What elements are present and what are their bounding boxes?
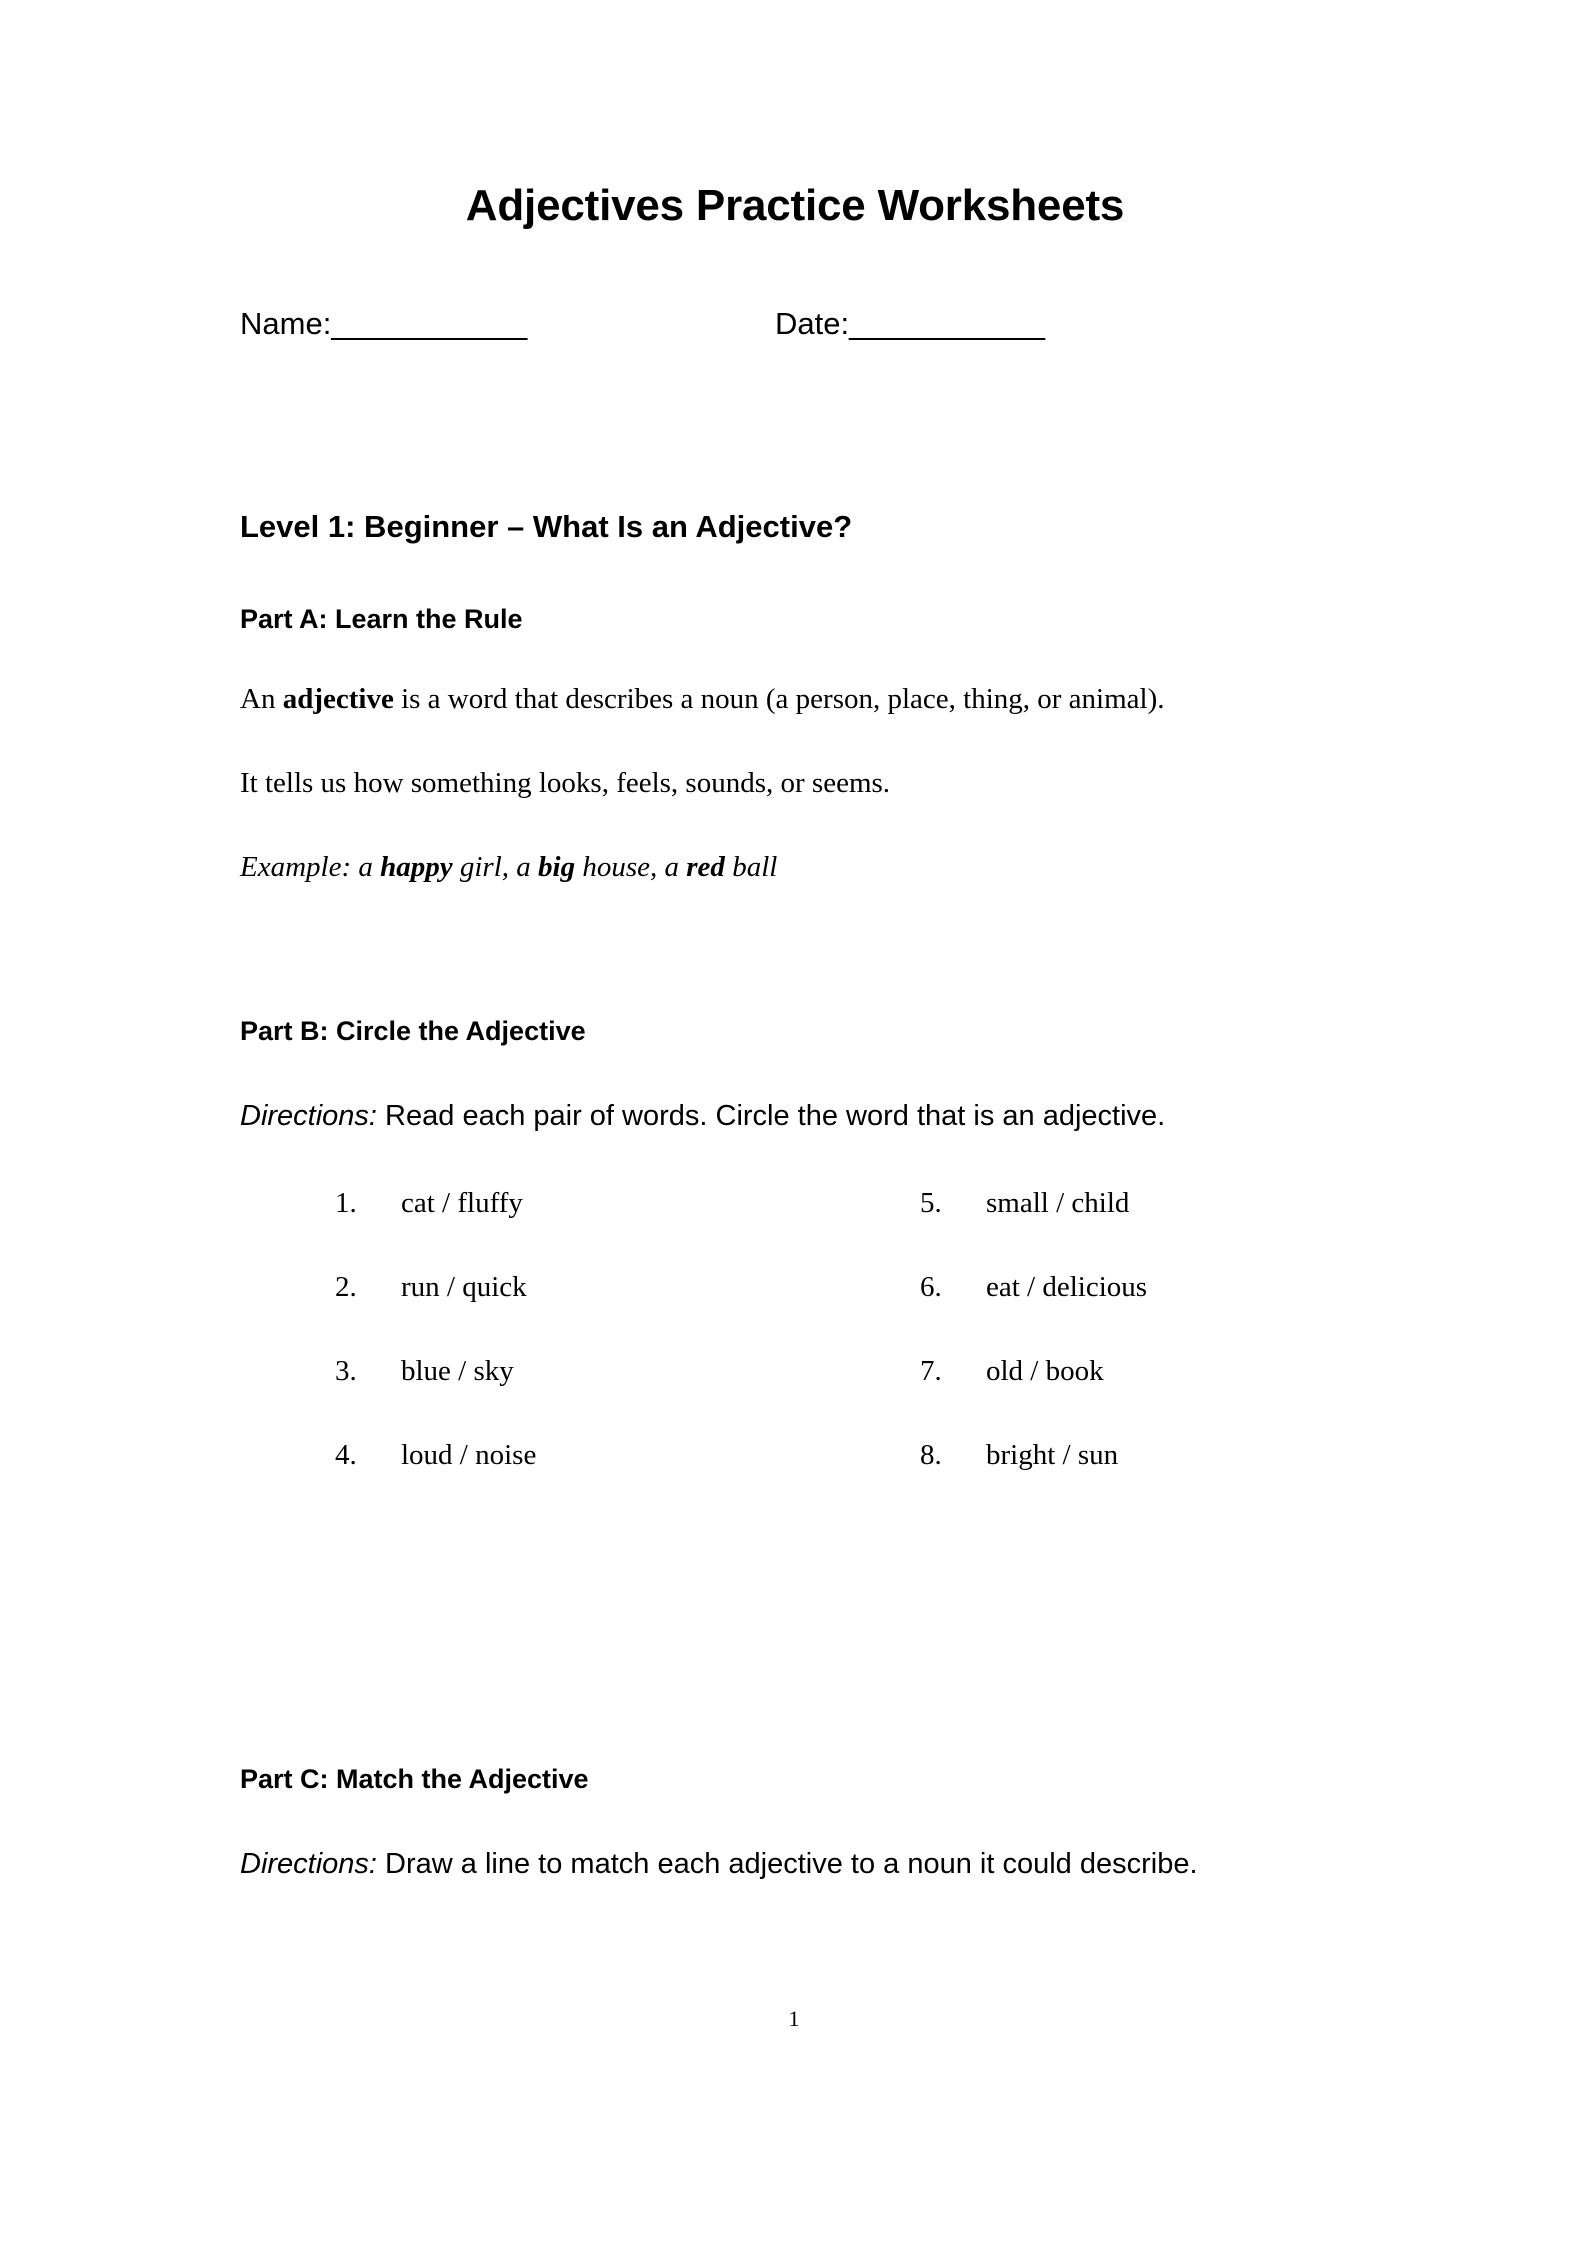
part-b-directions-label: Directions: [240,1100,377,1132]
date-blank-rule[interactable]: ____________ [849,306,1044,341]
circle-adjective-list [0,1185,1588,1485]
part-a-heading: Part A: Learn the Rule [240,604,523,634]
list-item-number: 6. [920,1271,942,1303]
list-item-number: 2. [335,1271,357,1303]
date-field [775,304,1044,344]
example-suffix: ball [724,851,778,883]
list-item-number: 4. [335,1439,357,1471]
list-item-text[interactable]: small / child [986,1187,1130,1219]
level-heading: Level 1: Beginner – What Is an Adjective? [240,509,853,544]
part-a-example-line [240,849,777,885]
list-item-number: 1. [335,1187,357,1219]
part-a-rule-line-2: It tells us how something looks, feels, sounds, or seems. [240,767,891,799]
list-item-number: 8. [920,1439,942,1471]
footer-page-number: 1 [788,2006,800,2031]
list-item-text[interactable]: loud / noise [401,1439,537,1471]
part-c-directions-label: Directions: [240,1848,377,1880]
page-title: Adjectives Practice Worksheets [465,181,1125,230]
list-item-text[interactable]: cat / fluffy [401,1187,523,1219]
name-label: Name: [240,306,332,341]
list-item-text[interactable]: eat / delicious [986,1271,1148,1303]
example-mid-2: house, a [575,851,687,883]
rule-text-after: is a word that describes a noun (a person, place, thing, or animal). [393,683,1165,715]
example-adjective-big: big [538,851,576,883]
name-field [240,304,526,344]
part-c-heading: Part C: Match the Adjective [240,1764,589,1794]
part-a-rule-line-1 [240,681,1165,717]
part-b-directions [240,1098,1165,1134]
example-adjective-red: red [686,851,725,883]
part-b-heading: Part B: Circle the Adjective [240,1016,586,1046]
rule-keyword-adjective: adjective [282,683,394,715]
example-prefix: Example: a [240,851,381,883]
part-b-directions-text: Read each pair of words. Circle the word that is an adjective. [377,1100,1166,1132]
list-item-text[interactable]: run / quick [401,1271,527,1303]
rule-text-before: An [240,683,283,715]
list-item-text[interactable]: bright / sun [986,1439,1119,1471]
header-fields-row [240,304,1350,348]
list-item-text[interactable]: old / book [986,1355,1104,1387]
part-c-directions [240,1846,1198,1882]
example-mid-1: girl, a [452,851,539,883]
list-item-number: 3. [335,1355,357,1387]
name-blank-rule[interactable]: ____________ [331,306,527,341]
part-c-directions-text: Draw a line to match each adjective to a noun it could describe. [377,1848,1198,1880]
example-adjective-happy: happy [380,851,453,883]
date-label: Date: [775,306,850,341]
list-item-number: 7. [920,1355,942,1387]
list-item-number: 5. [920,1187,942,1219]
list-item-text[interactable]: blue / sky [401,1355,514,1387]
